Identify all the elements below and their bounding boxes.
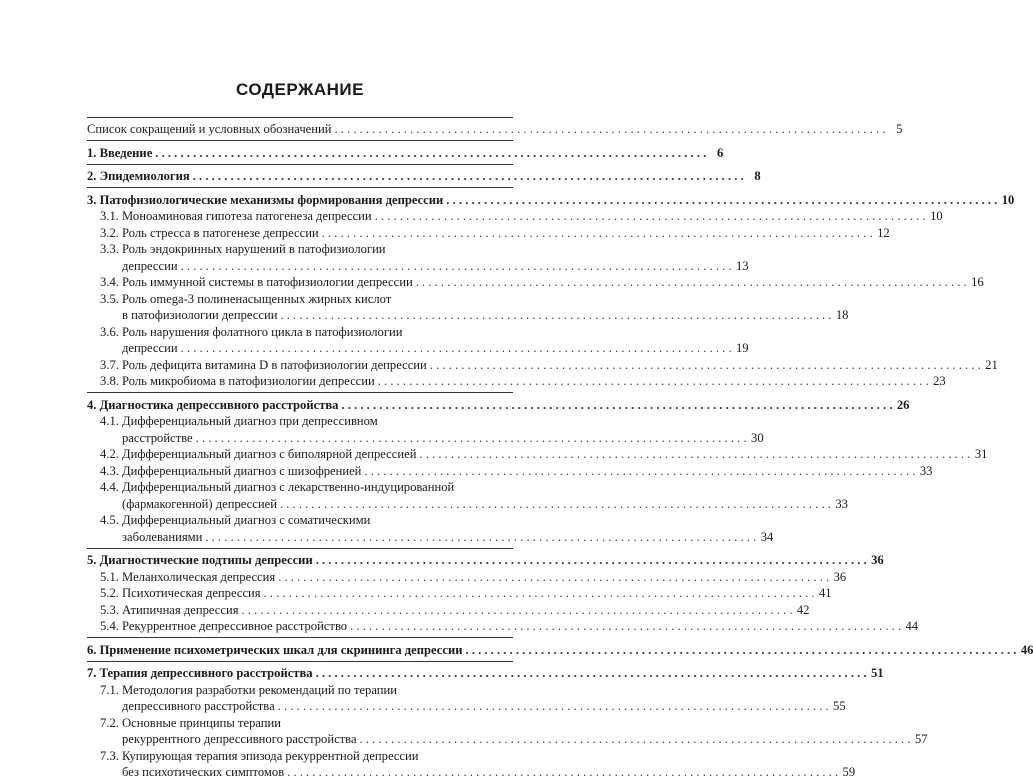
divider <box>87 117 513 118</box>
toc-entry-label: 5.1. Меланхолическая депрессия <box>100 569 276 584</box>
toc-entry-label: депрессивного расстройства <box>122 699 275 713</box>
toc-page-number: 33 <box>835 496 848 511</box>
divider <box>87 164 513 165</box>
toc-page-number: 57 <box>914 732 928 746</box>
toc-entry-abbreviations[interactable] <box>87 121 903 138</box>
toc-section-3-7[interactable] <box>87 357 998 374</box>
toc-section-5-1[interactable] <box>87 569 847 586</box>
toc-page-number: 26 <box>896 397 910 412</box>
toc-chapter-3[interactable] <box>87 192 1015 209</box>
toc-page-number: 46 <box>1020 642 1033 657</box>
toc-section-3-8[interactable] <box>87 373 946 390</box>
toc-entry-label: (фармакогенной) депрессией <box>122 496 277 511</box>
toc-page-number: 33 <box>919 463 933 478</box>
toc-page-number: 21 <box>985 357 998 372</box>
toc-entry-label: 3.2. Роль стресса в патогенезе депрессии <box>100 225 319 240</box>
toc-section-3-3[interactable]: 3.3. Роль эндокринных нарушений в патофизиологии <box>100 242 386 256</box>
toc-section-3-5[interactable]: 3.5. Роль omega-3 полиненасыщенных жирных кислот <box>100 291 392 306</box>
toc-chapter-5[interactable] <box>87 552 884 569</box>
toc-page-number: 42 <box>796 602 810 617</box>
toc-page-number: 44 <box>905 619 919 633</box>
toc-page-number: 55 <box>833 699 846 713</box>
toc-entry-label: 7. Терапия депрессивного расстройства <box>87 666 313 680</box>
toc-section-3-6-cont[interactable] <box>87 340 749 357</box>
divider <box>87 187 513 188</box>
toc-page-number: 8 <box>754 169 761 183</box>
toc-page-number: 13 <box>736 258 749 273</box>
toc-section-7-3[interactable]: 7.3. Купирующая терапия эпизода рекуррентной депрессии <box>100 748 419 763</box>
toc-chapter-4[interactable] <box>87 397 910 414</box>
toc-entry-label: 5. Диагностические подтипы депрессии <box>87 553 313 567</box>
toc-entry-label: депрессии <box>122 258 178 273</box>
toc-page-number: 19 <box>736 341 749 355</box>
toc-section-7-3-cont[interactable] <box>87 764 856 781</box>
toc-section-4-4-cont[interactable] <box>87 496 848 513</box>
toc-section-4-5-cont[interactable] <box>87 529 774 546</box>
toc-entry-label: 3.4. Роль иммунной системы в патофизиологии депрессии <box>100 275 413 289</box>
toc-entry-label: рекуррентного депрессивного расстройства <box>122 732 357 746</box>
toc-chapter-7[interactable] <box>87 665 884 682</box>
toc-entry-label: 4.3. Дифференциальный диагноз с шизофренией <box>100 463 362 478</box>
toc-page-number: 18 <box>835 308 849 322</box>
toc-section-3-6[interactable]: 3.6. Роль нарушения фолатного цикла в патофизиологии <box>100 324 403 339</box>
toc-section-4-1[interactable]: 4.1. Дифференциальный диагноз при депрессивном <box>100 414 378 428</box>
toc-section-4-5[interactable]: 4.5. Дифференциальный диагноз с соматическими <box>100 513 371 527</box>
toc-section-7-1-cont[interactable] <box>87 698 846 715</box>
toc-page-number: 36 <box>833 569 847 584</box>
toc-section-5-2[interactable] <box>87 585 832 602</box>
toc-entry-label: 6. Применение психометрических шкал для скрининга депрессии <box>87 642 463 657</box>
table-of-contents <box>87 114 1033 781</box>
toc-section-3-5-cont[interactable] <box>87 307 849 324</box>
toc-entry-label: заболеваниями <box>122 529 203 544</box>
toc-section-5-4[interactable] <box>87 618 919 635</box>
toc-entry-label: 3. Патофизиологические механизмы формирования депрессии <box>87 192 444 207</box>
divider <box>87 661 513 662</box>
divider <box>87 392 513 393</box>
divider <box>87 140 513 141</box>
toc-section-7-2[interactable]: 7.2. Основные принципы терапии <box>100 715 282 730</box>
toc-page-number: 10 <box>930 209 943 223</box>
toc-entry-label: 1. Введение <box>87 145 153 160</box>
toc-page-number: 34 <box>760 529 774 544</box>
toc-page-number: 6 <box>716 145 724 160</box>
toc-section-7-1[interactable]: 7.1. Методология разработки рекомендаций по терапии <box>100 682 397 697</box>
toc-entry-label: без психотических симптомов <box>122 765 285 779</box>
toc-page-number: 10 <box>1001 192 1015 207</box>
toc-entry-label: 5.3. Атипичная депрессия <box>100 602 239 617</box>
toc-section-7-2-cont[interactable] <box>87 731 928 748</box>
toc-section-3-1[interactable] <box>87 208 943 225</box>
toc-chapter-2[interactable] <box>87 168 761 185</box>
toc-entry-label: в патофизиологии депрессии <box>122 308 278 322</box>
toc-page-number: 30 <box>751 430 764 445</box>
divider <box>87 637 513 638</box>
toc-section-4-1-cont[interactable] <box>87 430 764 447</box>
toc-page-number: 41 <box>818 586 832 600</box>
toc-page-number: 16 <box>971 275 984 289</box>
toc-chapter-6[interactable] <box>87 642 1033 659</box>
toc-entry-label: 2. Эпидемиология <box>87 169 190 183</box>
toc-entry-label: депрессии <box>122 341 178 355</box>
toc-entry-label: расстройстве <box>122 430 193 445</box>
toc-section-5-3[interactable] <box>87 602 810 619</box>
divider <box>87 548 513 549</box>
toc-chapter-1[interactable] <box>87 145 724 162</box>
toc-entry-label: 5.2. Психотическая депрессия <box>100 586 261 600</box>
toc-page-number: 36 <box>871 553 884 567</box>
toc-entry-label: Список сокращений и условных обозначений <box>87 122 332 136</box>
toc-entry-label: 4. Диагностика депрессивного расстройства <box>87 397 339 412</box>
toc-entry-label: 3.7. Роль дефицита витамина D в патофизиологии депрессии <box>100 357 427 372</box>
toc-page-number: 23 <box>933 374 946 388</box>
page-title: СОДЕРЖАНИЕ <box>236 80 364 99</box>
toc-entry-label: 5.4. Рекуррентное депрессивное расстройство <box>100 619 348 633</box>
toc-section-3-3-cont[interactable] <box>87 258 749 275</box>
toc-entry-label: 4.2. Дифференциальный диагноз с биполярной депрессией <box>100 447 417 461</box>
toc-page-number: 51 <box>870 666 884 680</box>
toc-entry-label: 3.1. Моноаминовая гипотеза патогенеза депрессии <box>100 209 372 223</box>
toc-entry-label: 3.8. Роль микробиома в патофизиологии депрессии <box>100 374 375 388</box>
toc-section-3-4[interactable] <box>87 274 984 291</box>
toc-section-4-3[interactable] <box>87 463 933 480</box>
toc-page-number: 5 <box>896 122 903 136</box>
toc-section-4-4[interactable]: 4.4. Дифференциальный диагноз с лекарственно-индуцированной <box>100 480 455 494</box>
toc-page-number: 31 <box>974 447 988 461</box>
toc-section-4-2[interactable] <box>87 446 988 463</box>
toc-page-number: 12 <box>877 225 890 240</box>
toc-section-3-2[interactable] <box>87 225 890 242</box>
toc-page-number: 59 <box>842 765 856 779</box>
